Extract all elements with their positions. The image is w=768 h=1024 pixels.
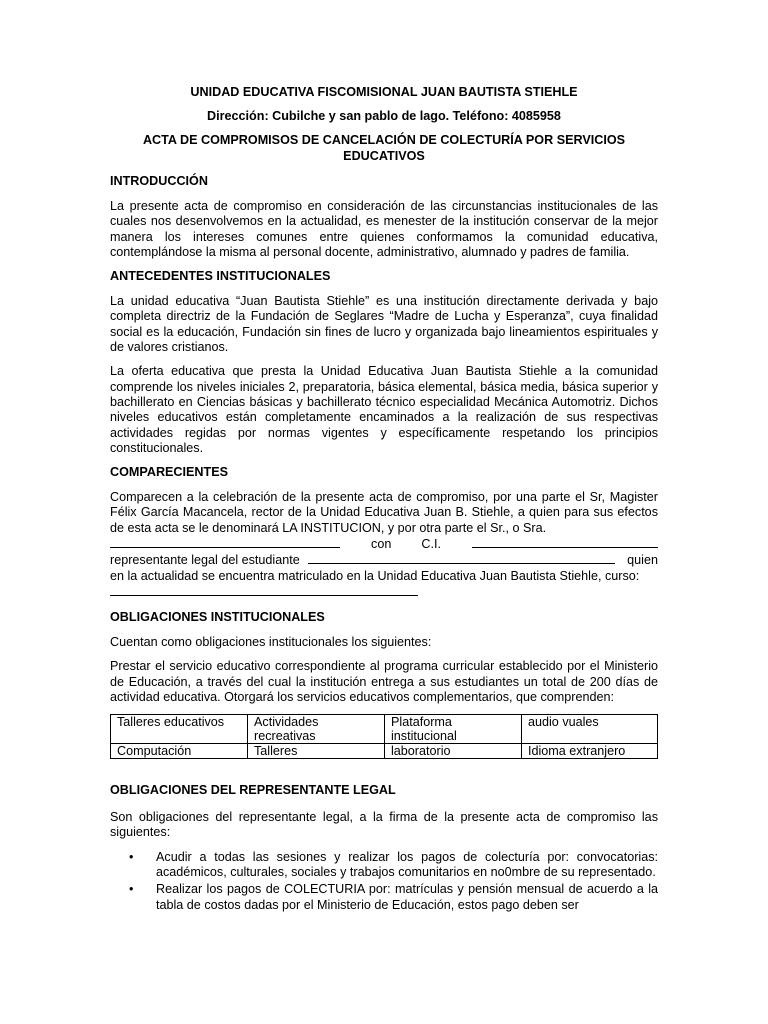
quien-label: quien	[627, 553, 658, 568]
table-cell: audio vuales	[522, 715, 658, 744]
comparecientes-heading: COMPARECIENTES	[110, 465, 229, 480]
comparecientes-paragraph: Comparecen a la celebración de la presente acta de compromiso, por una parte el Sr, Magister Félix García Macancela, rector de la Unidad Educativa Juan B. Stiehle, a quien para sus efectos de esta acta se le denominará LA INSTITUCION, y por otra parte el Sr., o Sra.	[110, 490, 658, 535]
ci-label: C.I.	[421, 537, 441, 552]
antecedentes-paragraph-2: La oferta educativa que presta la Unidad Educativa Juan Bautista Stiehle a la comunidad comprende los niveles iniciales 2, preparatoria, básica elemental, básica media, básica superior y bachillerato en Ciencias básicas y bachillerato técnico especialidad Mecánica Automotriz. Dichos niveles educativos están completamente encaminados a la realización de sus respectivas actividades regidas por normas vigentes y específicamente respetando los principios constitucionales.	[110, 364, 658, 455]
list-item-text: Realizar los pagos de COLECTURIA por: matrículas y pensión mensual de acuerdo a la tabla de costos dadas por el Ministerio de Educación, estos pago deben ser	[156, 882, 658, 912]
obligaciones-inst-heading: OBLIGACIONES INSTITUCIONALES	[110, 609, 325, 624]
representative-label: representante legal del estudiante	[110, 553, 300, 568]
obligations-list	[110, 850, 658, 913]
document-page	[110, 84, 658, 915]
obligaciones-rep-intro: Son obligaciones del representante legal, a la firma de la presente acta de compromiso las siguientes:	[110, 810, 658, 840]
school-address: Dirección: Cubilche y san pablo de lago. Teléfono: 4085958	[207, 109, 561, 123]
obligaciones-inst-paragraph-1: Cuentan como obligaciones institucionales los siguientes:	[110, 634, 432, 649]
table-cell: Talleres	[248, 744, 385, 759]
table-cell: Actividades recreativas	[248, 715, 385, 744]
document-title: ACTA DE COMPROMISOS DE CANCELACIÓN DE COLECTURÍA POR SERVICIOS EDUCATIVOS	[142, 133, 626, 163]
representative-line	[110, 552, 658, 568]
table-cell: laboratorio	[385, 744, 522, 759]
name-ci-line	[110, 536, 658, 552]
table-cell: Plataforma institucional	[385, 715, 522, 744]
table-cell: Idioma extranjero	[522, 744, 658, 759]
bullet-icon: •	[129, 849, 134, 864]
school-name: UNIDAD EDUCATIVA FISCOMISIONAL JUAN BAUTISTA STIEHLE	[190, 85, 578, 99]
antecedentes-paragraph-1: La unidad educativa “Juan Bautista Stiehle” es una institución directamente derivada y bajo completa directriz de la Fundación de Seglares “Madre de Lucha y Esperanza”, cuya finalidad social es la educación, Fundación sin fines de lucro y organizada bajo lineamientos espirituales y de valores cristianos.	[110, 294, 658, 355]
comparecientes-block	[110, 490, 658, 596]
table-row	[111, 715, 658, 744]
services-table	[110, 714, 658, 759]
student-blank[interactable]	[308, 552, 615, 564]
obligaciones-rep-heading: OBLIGACIONES DEL REPRESENTANTE LEGAL	[110, 783, 396, 798]
list-item-text: Acudir a todas las sesiones y realizar los pagos de colecturía por: convocatorias: académicos, culturales, sociales y trabajos comunitarios en no0mbre de su representado.	[156, 849, 658, 880]
intro-paragraph: La presente acta de compromiso en consideración de las circunstancias institucionales de las cuales nos desenvolvemos en la actualidad, es menester de la institución conservar de la mejor manera los intereses comunes entre quienes conformamos la comunidad educativa, contemplándose la misma al personal docente, administrativo, alumnado y padres de familia.	[110, 199, 658, 259]
bullet-icon: •	[129, 882, 134, 897]
table-cell: Computación	[111, 744, 248, 759]
list-item	[110, 850, 658, 881]
table-row	[111, 744, 658, 759]
curso-blank[interactable]	[110, 584, 418, 596]
con-label: con	[371, 537, 392, 552]
antecedentes-heading: ANTECEDENTES INSTITUCIONALES	[110, 269, 331, 284]
obligaciones-inst-paragraph-2: Prestar el servicio educativo correspondiente al programa curricular establecido por el Ministerio de Educación, a través del cual la institución entrega a sus estudiantes un total de 200 días de actividad educativa. Otorgará los servicios educativos complementarios, que comprenden:	[110, 659, 658, 704]
intro-heading: INTRODUCCIÓN	[110, 174, 208, 188]
name-blank[interactable]	[110, 536, 340, 548]
actualidad-text: en la actualidad se encuentra matriculado en la Unidad Educativa Juan Bautista Stiehle, curso:	[110, 568, 640, 583]
curso-line	[110, 584, 658, 596]
table-cell: Talleres educativos	[111, 715, 248, 744]
list-item	[110, 882, 658, 913]
ci-blank[interactable]	[472, 536, 658, 548]
